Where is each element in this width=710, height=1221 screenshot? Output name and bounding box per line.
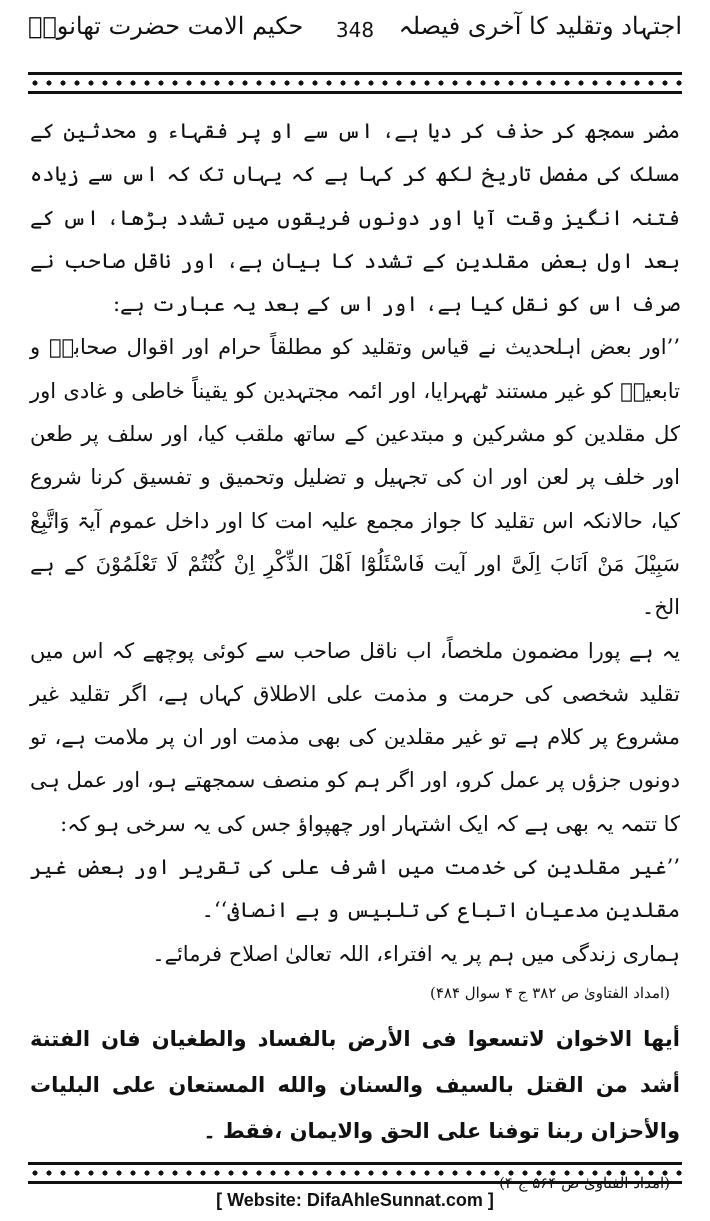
page-body	[30, 110, 680, 1200]
arabic-passage: أیھا الاخوان لاتسعوا فی الأرض بالفساد والطغیان فان الفتنة أشد من القتل بالسیف والسنان والله المستعان علی البلیات والأحزان ربنا توفنا علی الحق والایمان ،فقط ۔	[30, 1026, 680, 1143]
bottom-decorative-border	[28, 1162, 682, 1184]
quote-1: ’’اور بعض اہلحدیث نے قیاس وتقلید کو مطلقاً حرام اور اقوال صحابہؓ و تابعینؒ کو غیر مستند ٹھہرایا، اور ائمہ مجتہدین کو یقیناً خاطی و غادی اور کل مقلدین کو مشرکین و مبتدعین کے ساتھ ملقب کیا، اور سلف پر طعن اور خلف پر لعن اور ان کی تجہیل و تضلیل وتحمیق و تفسیق کرنا شروع کیا، حالانکہ اس تقلید کا جواز مجمع علیہ امت کا اور داخل عموم آیۃ وَاتَّبِعْ سَبِیْلَ مَنْ اَنَابَ اِلَیَّ اور آیت فَاسْئَلُوْٓا اَھْلَ الذِّکْرِ اِنْ کُنْتُمْ لَا تَعْلَمُوْنَ کے ہے الخ۔	[30, 335, 680, 620]
paragraph-2: یہ ہے پورا مضمون ملخصاً، اب ناقل صاحب سے کوئی پوچھے کہ اس میں تقلید شخصی کی حرمت و مذمت علی الاطلاق کہاں ہے، اگر تقلید غیر مشروع پر کلام ہے تو غیر مقلدین کی بھی مذمت اور ان پر ملامت ہے، تو دونوں جزؤں پر عمل کرو، اور اگر ہم کو منصف سمجھتے ہو، اور عمل ہی کا تتمہ یہ بھی ہے کہ ایک اشتہار اور چھپواؤ جس کی یہ سرخی ہو کہ:	[30, 638, 680, 836]
page-header	[28, 6, 682, 50]
author-name: حکیم الامت حضرت تھانویؒ	[28, 12, 304, 40]
border-dots	[28, 77, 682, 89]
page-number: 348	[335, 18, 375, 42]
reference-1: (امداد الفتاویٰ ص ۳۸۲ ج ۴ سوال ۴۸۴)	[429, 983, 670, 1002]
book-title: اجتہاد وتقلید کا آخری فیصلہ	[398, 12, 682, 40]
border-dots	[28, 1167, 682, 1179]
paragraph-1: مضر سمجھ کر حذف کر دیا ہے، اس سے او پر فقہاء و محدثین کے مسلک کی مفصل تاریخ لکھ کر کہا ہے کہ یہاں تک کہ اس سے زیادہ فتنہ انگیز وقت آیا اور دونوں فریقوں میں تشدد بڑھا، اس کے بعد اول بعض مقلدین کے تشدد کا بیان ہے، اور ناقل صاحب نے صرف اس کو نقل کیا ہے، اور اس کے بعد یہ عبارت ہے:	[30, 119, 680, 317]
website-footer: [ Website: DifaAhleSunnat.com ]	[216, 1190, 494, 1210]
paragraph-3: ہماری زندگی میں ہم پر یہ افتراء، اللہ تعالیٰ اصلاح فرمائے۔	[152, 941, 680, 966]
border-rule	[28, 91, 682, 94]
top-decorative-border	[28, 72, 682, 94]
border-rule	[28, 1162, 682, 1165]
border-rule	[28, 1181, 682, 1184]
quote-2: ’’غیر مقلدین کی خدمت میں اشرف علی کی تقریر اور بعض غیر مقلدین مدعیان اتباع کی تلبیس و بے انصافی‘‘۔	[30, 855, 680, 923]
border-rule	[28, 72, 682, 75]
